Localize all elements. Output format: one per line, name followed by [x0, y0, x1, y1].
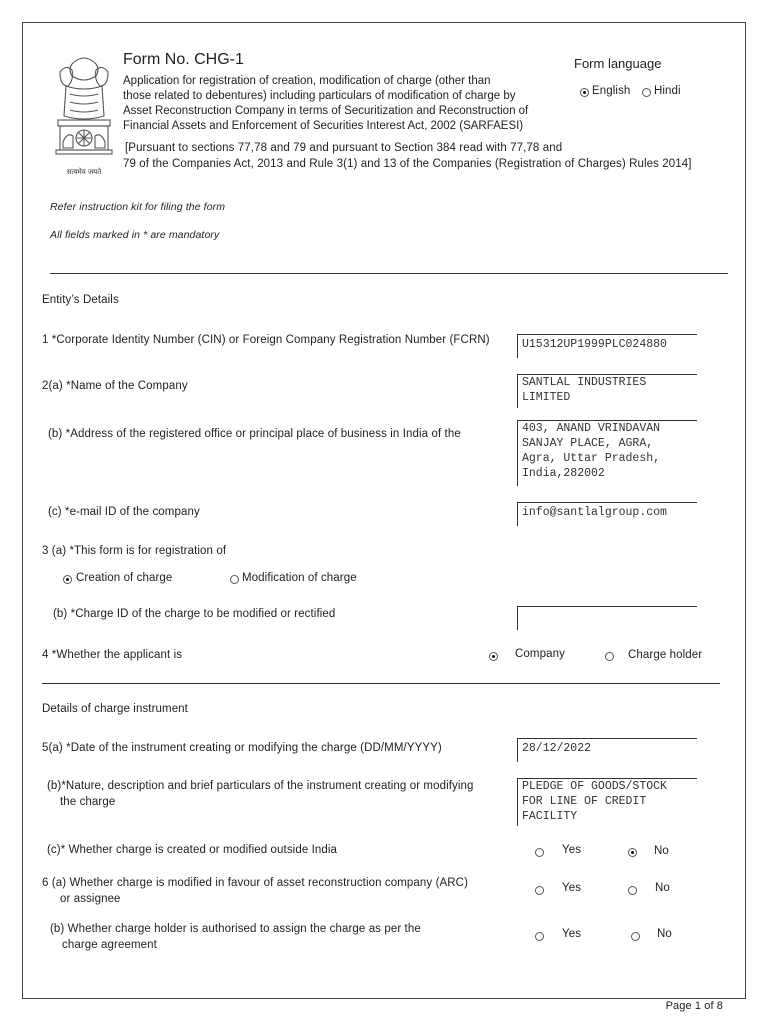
outside-india-yes-label: Yes [562, 844, 582, 856]
instrument-date-field[interactable]: 28/12/2022 [517, 738, 697, 762]
form-description-line: Asset Reconstruction Company in terms of Securitization and Reconstruction of [123, 105, 529, 117]
form-description-line: Application for registration of creation, modification of charge (other than [123, 75, 491, 87]
assign-label-cont: charge agreement [62, 939, 157, 951]
pursuant-line: [Pursuant to sections 77,78 and 79 and pursuant to Section 384 read with 77,78 and [125, 142, 563, 154]
assign-label: (b) Whether charge holder is authorised to assign the charge as per the [50, 923, 421, 935]
instruction-note: Refer instruction kit for filing the form [50, 201, 226, 213]
applicant-charge-holder-radio[interactable] [605, 652, 614, 661]
instrument-date-label: 5(a) *Date of the instrument creating or modifying the charge (DD/MM/YYYY) [42, 742, 442, 754]
creation-of-charge-radio[interactable] [63, 575, 72, 584]
assign-yes-radio[interactable] [535, 932, 544, 941]
company-name-label: 2(a) *Name of the Company [42, 380, 188, 392]
modification-of-charge-label: Modification of charge [242, 572, 357, 584]
nature-field[interactable]: PLEDGE OF GOODS/STOCK FOR LINE OF CREDIT FACILITY [517, 778, 697, 826]
charge-id-label: (b) *Charge ID of the charge to be modified or rectified [53, 608, 336, 620]
language-english-radio[interactable] [580, 88, 589, 97]
form-for-label: 3 (a) *This form is for registration of [42, 545, 227, 557]
applicant-label: 4 *Whether the applicant is [42, 649, 183, 661]
form-language-label: Form language [574, 56, 662, 71]
outside-india-no-radio[interactable] [628, 848, 637, 857]
form-description-line: those related to debentures) including particulars of modification of charge by [123, 90, 516, 102]
arc-no-label: No [655, 882, 670, 894]
cin-label: 1 *Corporate Identity Number (CIN) or Foreign Company Registration Number (FCRN) [42, 334, 490, 346]
email-label: (c) *e-mail ID of the company [48, 506, 200, 518]
language-english-label: English [592, 85, 631, 97]
form-description-line: Financial Assets and Enforcement of Securities Interest Act, 2002 (SARFAESI) [123, 120, 524, 132]
assign-no-radio[interactable] [631, 932, 640, 941]
nature-label-cont: the charge [60, 796, 116, 808]
arc-label: 6 (a) Whether charge is modified in favour of asset reconstruction company (ARC) [42, 877, 469, 889]
emblem-caption: सत्यमेव जयते [66, 168, 102, 176]
creation-of-charge-label: Creation of charge [76, 572, 173, 584]
form-description [123, 74, 528, 134]
modification-of-charge-radio[interactable] [230, 575, 239, 584]
outside-india-label: (c)* Whether charge is created or modified outside India [47, 844, 338, 856]
address-field[interactable]: 403, ANAND VRINDAVAN SANJAY PLACE, AGRA, Agra, Uttar Pradesh, India,282002 [517, 420, 697, 486]
nature-label: (b)*Nature, description and brief particulars of the instrument creating or modifying [47, 780, 474, 792]
form-title: Form No. CHG-1 [123, 51, 244, 68]
company-name-field[interactable]: SANTLAL INDUSTRIES LIMITED [517, 374, 697, 408]
divider [42, 683, 720, 684]
address-label: (b) *Address of the registered office or principal place of business in India of the [48, 428, 461, 440]
email-field[interactable]: info@santlalgroup.com [517, 502, 697, 526]
cin-field[interactable]: U15312UP1999PLC024880 [517, 334, 697, 358]
arc-no-radio[interactable] [628, 886, 637, 895]
assign-yes-label: Yes [562, 928, 582, 940]
page-number: Page 1 of 8 [665, 1000, 723, 1012]
language-hindi-label: Hindi [654, 85, 681, 97]
arc-yes-radio[interactable] [535, 886, 544, 895]
outside-india-no-label: No [654, 845, 669, 857]
divider [50, 273, 728, 274]
national-emblem-icon [52, 50, 116, 176]
charge-id-field[interactable] [517, 606, 697, 630]
section-title-entity: Entity’s Details [42, 294, 119, 306]
arc-label-cont: or assignee [60, 893, 121, 905]
applicant-company-label: Company [515, 648, 565, 660]
applicant-charge-holder-label: Charge holder [628, 649, 703, 661]
section-title-instrument: Details of charge instrument [42, 703, 188, 715]
pursuant-line: 79 of the Companies Act, 2013 and Rule 3(1) and 13 of the Companies (Registration of Charges) Rules 2014] [123, 158, 692, 170]
arc-yes-label: Yes [562, 882, 582, 894]
assign-no-label: No [657, 928, 672, 940]
applicant-company-radio[interactable] [489, 652, 498, 661]
mandatory-note: All fields marked in * are mandatory [50, 229, 220, 241]
outside-india-yes-radio[interactable] [535, 848, 544, 857]
language-hindi-radio[interactable] [642, 88, 651, 97]
